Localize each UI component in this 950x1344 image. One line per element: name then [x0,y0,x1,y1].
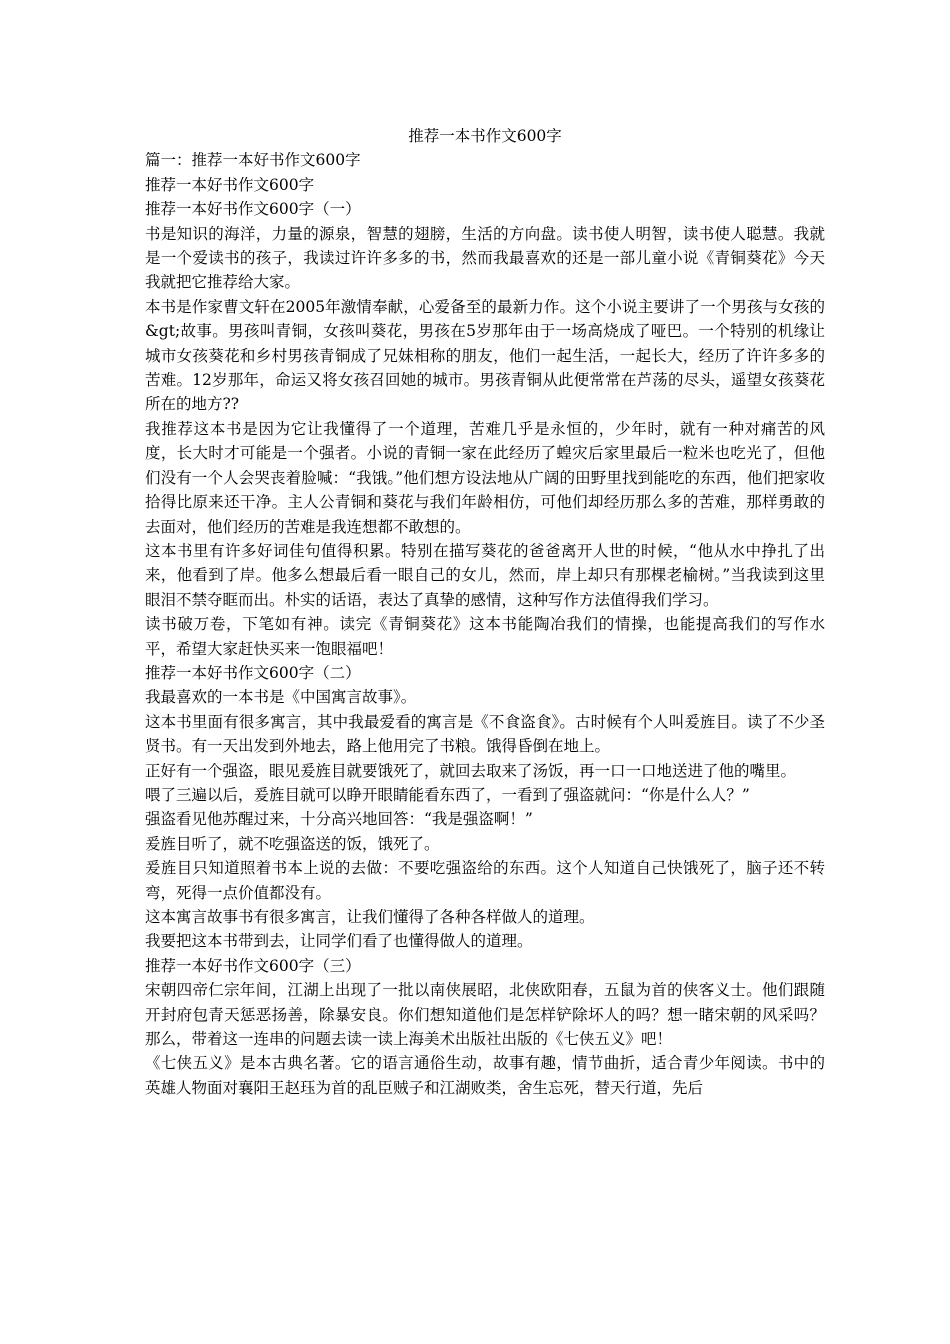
paragraph: 这本寓言故事书有很多寓言，让我们懂得了各种各样做人的道理。 [145,908,595,926]
paragraph: 《七侠五义》是本古典名著。它的语言通俗生动，故事有趣，情节曲折，适合青少年阅读。书中的英雄人物面对襄阳王赵珏为首的乱臣贼子和江湖败类，舍生忘死，替天行道，先后 [145,1054,825,1097]
paragraph: 这本书里有许多好词佳句值得积累。特别在描写葵花的爸爸离开人世的时候，“他从水中挣扎了出来，他看到了岸。他多么想最后看一眼自己的女儿，然而，岸上却只有那棵老榆树。”当我读到这里眼泪不禁夺眶而出。朴实的话语，表达了真挚的感情，这种写作方法值得我们学习。 [145,541,825,609]
paragraph: 篇一：推荐一本好书作文600字 [145,151,361,170]
paragraph: 正好有一个强盗，眼见爰旌目就要饿死了，就回去取来了汤饭，再一口一口地送进了他的嘴里。 [145,761,797,780]
paragraph: 书是知识的海洋，力量的源泉，智慧的翅膀，生活的方向盘。读书使人明智，读书使人聪慧。我就是一个爱读书的孩子，我读过许许多多的书，然而我最喜欢的还是一部儿童小说《青铜葵花》今天我就把它推荐给大家。 [145,224,825,292]
document-page [145,124,825,1100]
paragraph: 推荐一本好书作文600字（二） [145,663,361,682]
paragraph: 强盗看见他苏醒过来，十分高兴地回答：“我是强盗啊！” [145,810,533,829]
paragraph: 推荐一本好书作文600字（一） [145,200,361,219]
paragraph: 我推荐这本书是因为它让我懂得了一个道理，苦难几乎是永恒的，少年时，就有一种对痛苦的风度，长大时才可能是一个强者。小说的青铜一家在此经历了蝗灾后家里最后一粒米也吃光了，但他们没有一个人会哭丧着脸喊：“我饿。”他们想方设法地从广阔的田野里找到能吃的东西，他们把家收拾得比原来还干净。主人公青铜和葵花与我们年龄相仿，可他们却经历那么多的苦难，那样勇敢的去面对，他们经历的苦难是我连想都不敢想的。 [145,419,825,536]
paragraph: 读书破万卷，下笔如有神。读完《青铜葵花》这本书能陶冶我们的情操，也能提高我们的写作水平，希望大家赶快买来一饱眼福吧！ [145,615,825,658]
paragraph: 爰旌目只知道照着书本上说的去做：不要吃强盗给的东西。这个人知道自己快饿死了，脑子还不转弯，死得一点价值都没有。 [145,859,825,902]
paragraph: 推荐一本好书作文600字（三） [145,956,361,975]
paragraph: 我最喜欢的一本书是《中国寓言故事》。 [145,688,417,707]
paragraph: 推荐一本好书作文600字 [145,175,315,194]
paragraph: 喂了三遍以后，爰旌目就可以睁开眼睛能看东西了，一看到了强盗就问：“你是什么人？” [145,785,750,804]
paragraph: 我要把这本书带到去，让同学们看了也懂得做人的道理。 [145,932,533,951]
paragraph: 爰旌目听了，就不吃强盗送的饭，饿死了。 [145,834,440,853]
paragraph: 本书是作家曹文轩在2005年激情奉献，心爱备至的最新力作。这个小说主要讲了一个男孩与女孩的&gt;故事。男孩叫青铜，女孩叫葵花，男孩在5岁那年由于一场高烧成了哑巴。一个特别的机缘让城市女孩葵花和乡村男孩青铜成了兄妹相称的朋友，他们一起生活，一起长大，经历了许许多多的苦难。12岁那年，命运又将女孩召回她的城市。男孩青铜从此便常常在芦荡的尽头，遥望女孩葵花所在的地方?? [145,297,825,414]
paragraph: 宋朝四帝仁宗年间，江湖上出现了一批以南侠展昭，北侠欧阳春，五鼠为首的侠客义士。他们跟随开封府包青天惩恶扬善，除暴安良。你们想知道他们是怎样铲除坏人的吗？想一睹宋朝的风采吗？那么，带着这一连串的问题去读一读上海美术出版社出版的《七侠五义》吧！ [145,981,825,1049]
document-title: 推荐一本书作文600字 [408,127,562,145]
paragraph: 这本书里面有很多寓言，其中我最爱看的寓言是《不食盗食》。古时候有个人叫爰旌目。读了不少圣贤书。有一天出发到外地去，路上他用完了书粮。饿得昏倒在地上。 [145,712,825,756]
